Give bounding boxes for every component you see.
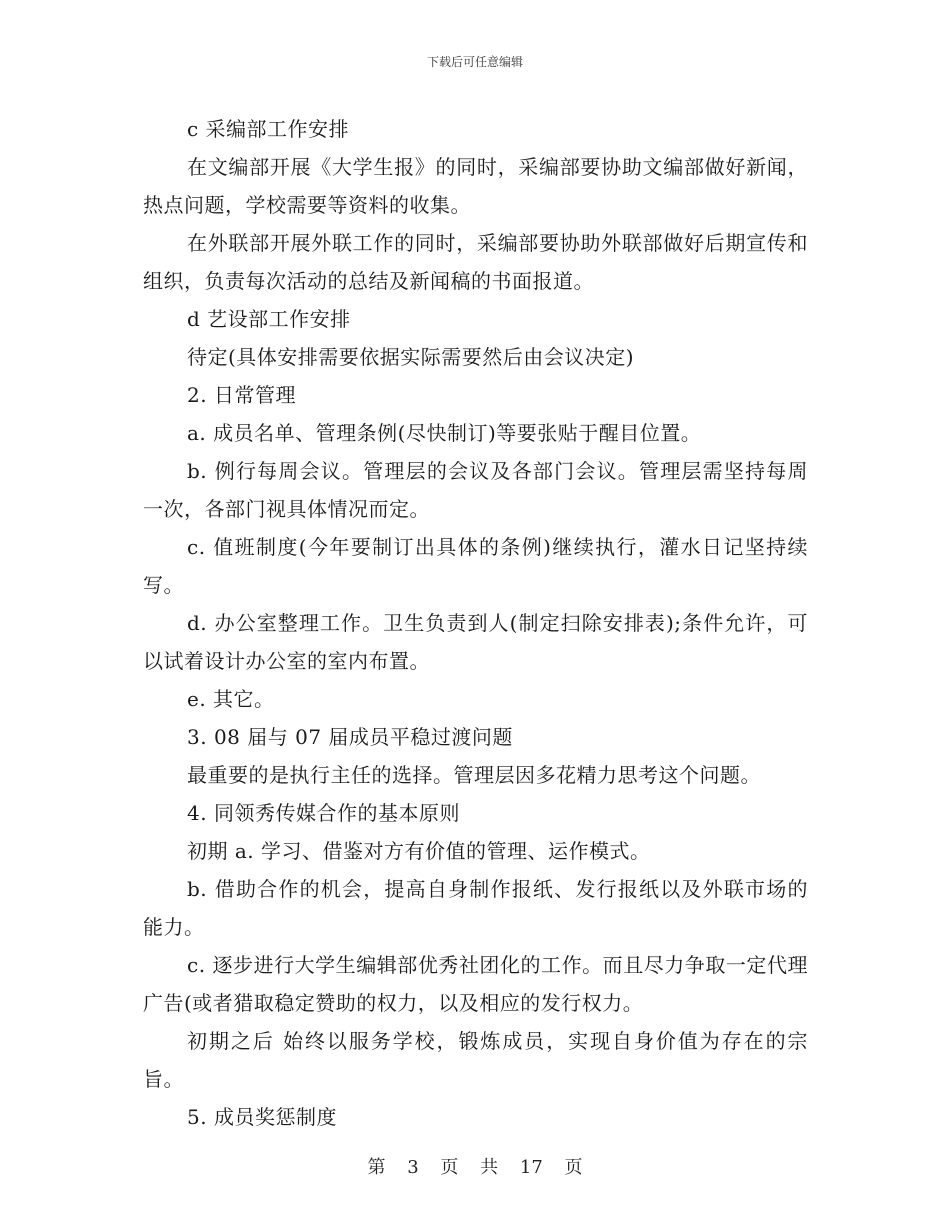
paragraph: 在外联部开展外联工作的同时，采编部要协助外联部做好后期宣传和组织，负责每次活动的总结及新闻稿的书面报道。	[143, 231, 808, 293]
document-body	[143, 110, 808, 1136]
heading-member-transition: 3. 08 届与 07 届成员平稳过渡问题	[187, 725, 513, 749]
footer-suffix: 页	[564, 1157, 583, 1178]
list-item: e. 其它。	[187, 687, 275, 711]
footer-prefix: 第	[367, 1157, 386, 1178]
list-item: c. 逐步进行大学生编辑部优秀社团化的工作。而且尽力争取一定代理广告(或者猎取稳定赞助的权力，以及相应的发行权力。	[143, 953, 808, 1015]
paragraph: 待定(具体安排需要依据实际需要然后由会议决定)	[187, 345, 635, 369]
page-header: 下载后可任意编辑	[426, 55, 523, 69]
heading-daily-management: 2. 日常管理	[187, 383, 296, 407]
heading-c-editorial: c 采编部工作安排	[187, 117, 350, 141]
footer-page-label: 页	[440, 1157, 459, 1178]
list-item: a. 成员名单、管理条例(尽快制订)等要张贴于醒目位置。	[187, 421, 702, 445]
paragraph: 在文编部开展《大学生报》的同时，采编部要协助文编部做好新闻，热点问题，学校需要等资料的收集。	[143, 155, 808, 217]
list-item: b. 借助合作的机会，提高自身制作报纸、发行报纸以及外联市场的能力。	[143, 877, 808, 939]
paragraph: 最重要的是执行主任的选择。管理层因多花精力思考这个问题。	[187, 763, 761, 787]
heading-cooperation-principles: 4. 同领秀传媒合作的基本原则	[187, 801, 460, 825]
footer-total-label: 共	[480, 1157, 499, 1178]
page-footer	[0, 1153, 950, 1179]
heading-rewards-penalties: 5. 成员奖惩制度	[187, 1105, 337, 1129]
total-pages-number: 17	[519, 1157, 543, 1178]
heading-d-art-design: d 艺设部工作安排	[187, 307, 351, 331]
list-item: c. 值班制度(今年要制订出具体的条例)继续执行，灌水日记坚持续写。	[143, 535, 808, 597]
paragraph: 初期之后 始终以服务学校，锻炼成员，实现自身价值为存在的宗旨。	[143, 1029, 808, 1091]
list-item: 初期 a. 学习、借鉴对方有价值的管理、运作模式。	[187, 839, 651, 863]
list-item: b. 例行每周会议。管理层的会议及各部门会议。管理层需坚持每周一次，各部门视具体情况而定。	[143, 459, 808, 521]
current-page-number: 3	[407, 1157, 419, 1178]
list-item: d. 办公室整理工作。卫生负责到人(制定扫除安排表);条件允许，可以试着设计办公室的室内布置。	[143, 611, 808, 673]
